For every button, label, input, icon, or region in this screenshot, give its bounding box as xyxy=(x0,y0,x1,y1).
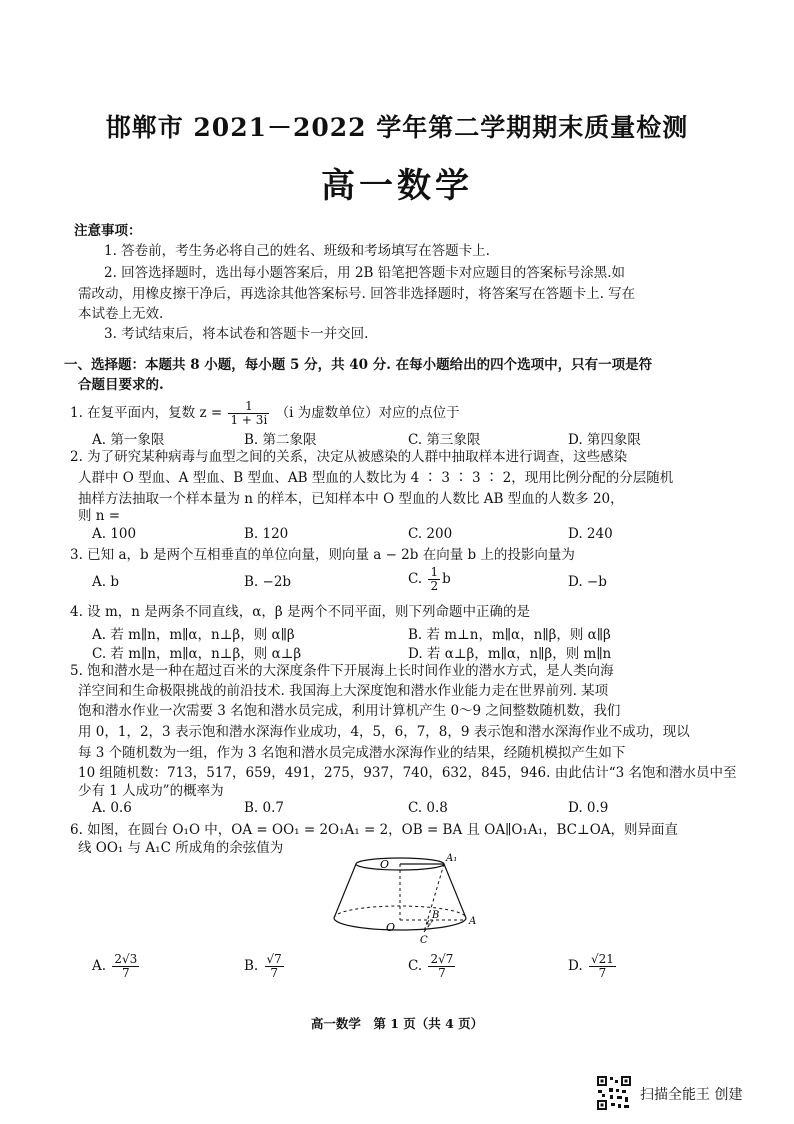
q3-option-a: A. b xyxy=(92,574,119,590)
q1-option-a: A. 第一象限 xyxy=(92,432,165,448)
question-2-line3: 抽样方法抽取一个样本量为 n 的样本，已知样本中 O 型血的人数比 AB 型血的人数多 20， xyxy=(78,491,624,507)
question-5-line1: 5. 饱和潜水是一种在超过百米的大深度条件下开展海上长时间作业的潜水方式，是人类向海 xyxy=(70,663,614,679)
q3-option-c-fraction xyxy=(428,566,440,593)
notice-item-3: 3. 考试结束后，将本试卷和答题卡一并交回. xyxy=(104,326,369,342)
label-a: A xyxy=(469,916,477,927)
q2-option-d: D. 240 xyxy=(568,526,613,542)
q6-option-a xyxy=(92,953,141,980)
q6-option-d xyxy=(568,953,618,980)
fraction-numerator: 1 xyxy=(430,565,439,579)
question-2-line2: 人群中 O 型血、A 型血、B 型血、AB 型血的人数比为 4 ∶ 3 ∶ 3 ∶ 2，现用比例分配的分层随机 xyxy=(78,470,674,486)
q2-option-a: A. 100 xyxy=(92,526,137,542)
question-6-line1: 6. 如图，在圆台 O₁O 中，OA = OO₁ = 2O₁A₁ = 2，OB = BA 且 OA∥O₁A₁，BC⊥OA，则异面直 xyxy=(70,822,679,838)
fraction-denominator: 7 xyxy=(121,966,130,980)
q6-option-d-label: D. xyxy=(568,958,583,974)
q4-option-c: C. 若 m∥n，m∥α，n⊥β，则 α⊥β xyxy=(92,646,302,662)
scanner-watermark: 扫描全能王 创建 xyxy=(640,1087,743,1103)
notice-item-2-line1: 2. 回答选择题时，选出每小题答案后，用 2B 铅笔把答题卡对应题目的答案标号涂黑.如 xyxy=(104,265,626,281)
page-footer: 高一数学 第 1 页（共 4 页） xyxy=(310,1016,484,1031)
question-2-line1: 2. 为了研究某种病毒与血型之间的关系，决定从被感染的人群中抽取样本进行调查，这些感染 xyxy=(70,449,628,465)
question-5-line7: 少有 1 人成功”的概率为 xyxy=(78,783,224,799)
section-heading-line2: 合题目要求的. xyxy=(78,377,164,393)
q3-option-b: B. −2b xyxy=(244,574,292,590)
notice-item-2-line3: 本试卷上无效. xyxy=(78,306,164,322)
question-5-line3: 饱和潜水作业一次需要 3 名饱和潜水员完成，利用计算机产生 0～9 之间整数随机数，我们 xyxy=(78,703,621,719)
q6-option-b-fraction xyxy=(265,953,284,980)
q3-option-c-vector: b xyxy=(442,571,451,587)
q6-option-c xyxy=(408,953,457,980)
q6-option-a-label: A. xyxy=(92,958,107,974)
frustum-figure xyxy=(320,848,480,948)
right-angle-mark xyxy=(427,920,431,924)
q5-option-d: D. 0.9 xyxy=(568,800,609,816)
question-3-stem: 3. 已知 a，b 是两个互相垂直的单位向量，则向量 a − 2b 在向量 b 上的投影向量为 xyxy=(70,547,575,563)
q1-option-c: C. 第三象限 xyxy=(408,432,481,448)
notice-item-1: 1. 答卷前，考生务必将自己的姓名、班级和考场填写在答题卡上. xyxy=(104,243,490,259)
label-o1: O xyxy=(380,858,390,871)
q6-option-c-label: C. xyxy=(408,958,423,974)
fraction-numerator: √7 xyxy=(266,952,282,966)
label-b: B xyxy=(432,910,440,921)
q6-option-d-fraction xyxy=(589,953,616,980)
q2-option-b: B. 120 xyxy=(244,526,289,542)
question-1-stem xyxy=(70,400,460,427)
q2-option-c: C. 200 xyxy=(408,526,453,542)
q1-option-b: B. 第二象限 xyxy=(244,432,317,448)
label-o: O xyxy=(386,921,396,934)
fraction-numerator: 2√3 xyxy=(114,952,138,966)
fraction-denominator: 7 xyxy=(270,966,278,980)
fraction-denominator: 7 xyxy=(598,966,607,980)
question-1-pre: 1. 在复平面内，复数 z = xyxy=(70,405,223,421)
q6-option-b-label: B. xyxy=(244,958,259,974)
notice-heading: 注意事项： xyxy=(74,223,142,239)
section-heading-line1: 一、选择题：本题共 8 小题，每小题 5 分，共 40 分. 在每小题给出的四个选项中，只有一项是符 xyxy=(64,357,653,373)
fraction-numerator: 2√7 xyxy=(430,952,454,966)
q5-option-c: C. 0.8 xyxy=(408,800,448,816)
question-1-post: （i 为虚数单位）对应的点位于 xyxy=(275,405,460,421)
subject-title: 高一数学 xyxy=(321,166,473,206)
question-5-line6: 10 组随机数：713，517，659，491，275，937，740，632，845，946. 由此估计“3 名饱和潜水员中至 xyxy=(78,765,737,781)
q5-option-a: A. 0.6 xyxy=(92,800,132,816)
fraction-denominator: 7 xyxy=(438,966,446,980)
q6-option-a-fraction xyxy=(112,953,139,980)
fraction-denominator: 2 xyxy=(430,579,439,593)
q4-option-d: D. 若 α⊥β，m∥α，n∥β，则 m∥n xyxy=(408,646,612,662)
question-1-fraction xyxy=(228,400,269,427)
q3-option-d: D. −b xyxy=(568,574,607,590)
q6-option-b xyxy=(244,953,286,980)
q3-option-c xyxy=(408,566,451,593)
fraction-denominator: 1 + 3i xyxy=(230,413,268,427)
question-6-line2: 线 OO₁ 与 A₁C 所成角的余弦值为 xyxy=(78,840,284,856)
question-5-line4: 用 0，1，2，3 表示饱和潜水深海作业成功，4，5，6，7，8，9 表示饱和潜水深海作业不成功，现以 xyxy=(78,724,690,740)
notice-item-2-line2: 需改动，用橡皮擦干净后，再选涂其他答案标号. 回答非选择题时，将答案写在答题卡上. 写在 xyxy=(78,286,636,302)
label-c: C xyxy=(420,935,428,946)
q4-option-b: B. 若 m⊥n，m∥α，n∥β，则 α∥β xyxy=(408,627,611,643)
q3-option-c-label: C. xyxy=(408,571,423,587)
fraction-numerator: 1 xyxy=(228,400,269,414)
segment-a1c xyxy=(424,864,444,932)
q1-option-d: D. 第四象限 xyxy=(568,432,641,448)
q4-option-a: A. 若 m∥n，m∥α，n⊥β，则 α∥β xyxy=(92,627,295,643)
question-4-stem: 4. 设 m，n 是两条不同直线，α，β 是两个不同平面，则下列命题中正确的是 xyxy=(70,604,530,620)
q5-option-b: B. 0.7 xyxy=(244,800,284,816)
exam-title: 邯郸市 2021－2022 学年第二学期期末质量检测 xyxy=(105,113,689,142)
question-2-line4: 则 n = xyxy=(78,508,121,524)
label-a1: A₁ xyxy=(446,853,458,864)
question-5-line5: 每 3 个随机数为一组，作为 3 名饱和潜水员完成潜水深海作业的结果，经随机模拟产生如下 xyxy=(78,745,626,761)
qr-code-icon xyxy=(596,1075,632,1111)
fraction-numerator: √21 xyxy=(590,952,614,966)
left-slant-edge xyxy=(334,864,356,918)
question-5-line2: 洋空间和生命极限挑战的前沿技术. 我国海上大深度饱和潜水作业能力走在世界前列. 某项 xyxy=(78,683,609,699)
q6-option-c-fraction xyxy=(428,953,455,980)
